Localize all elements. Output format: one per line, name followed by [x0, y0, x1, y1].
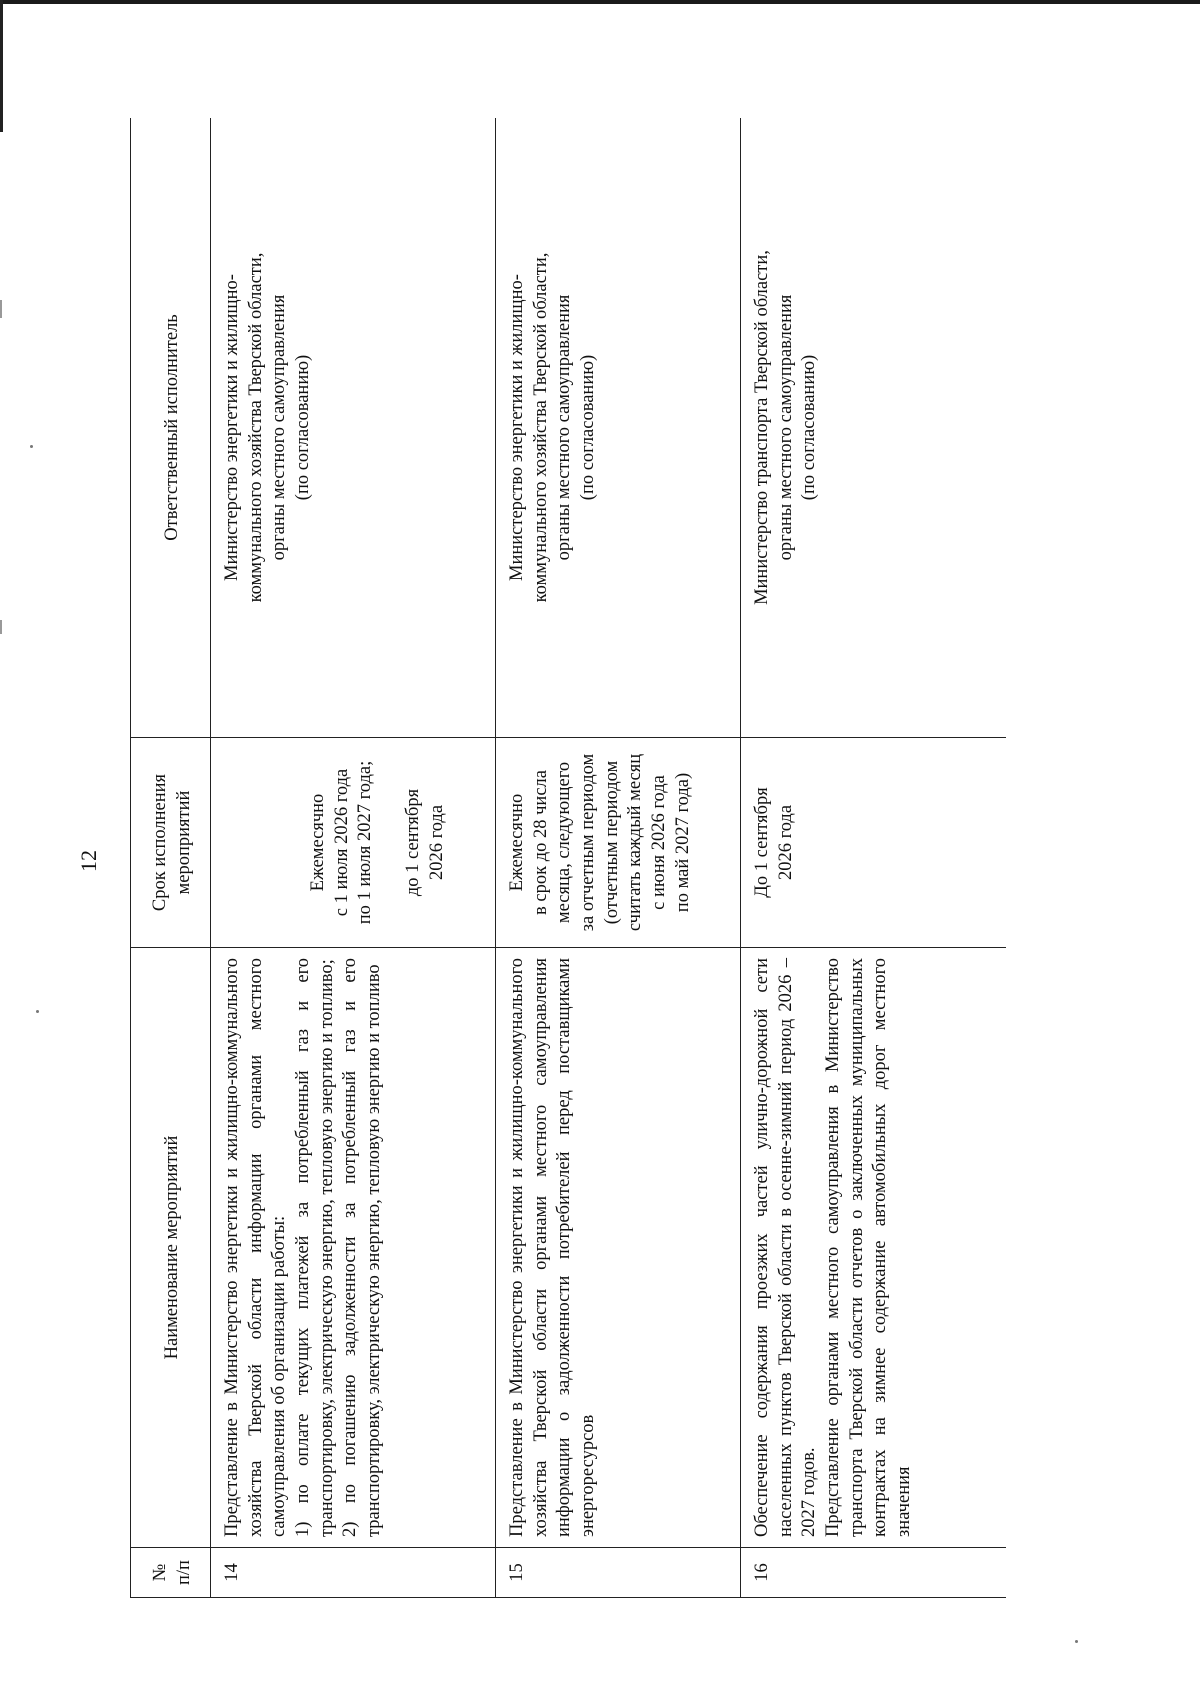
responsible-line: органы местного самоуправления	[269, 294, 290, 561]
term-line: (отчетным периодом	[601, 760, 622, 925]
table-row	[211, 118, 496, 1598]
term-line: за отчетным периодом	[578, 753, 599, 932]
row-name	[496, 948, 741, 1548]
row-term	[741, 738, 1007, 948]
row-name	[741, 948, 1007, 1548]
term-line: по 1 июля 2027 года;	[355, 760, 376, 925]
scan-edge-left	[0, 0, 3, 132]
scan-speck	[1075, 1640, 1078, 1643]
name-line: 2) по погашению задолженности за потребленный газ и его транспортировку, электрическую энергию, тепловую энергию и топливо	[340, 958, 385, 1537]
responsible-line: органы местного самоуправления	[554, 294, 575, 561]
scan-mark	[0, 300, 2, 318]
row-term	[496, 738, 741, 948]
responsible-line: (по согласованию)	[578, 354, 599, 501]
header-num: № п/п	[131, 1548, 211, 1598]
term-line: До 1 сентября	[752, 787, 772, 898]
name-line: Представление в Министерство энергетики и жилищно-коммунального хозяйства Тверской области органами местного самоуправления информации о задолженности потребителей перед поставщиками энергоресурсов	[507, 958, 599, 1537]
name-line: Представление органами местного самоуправления в Министерство транспорта Тверской области отчетов о заключенных муниципальных контрактах на зимнее содержание автомобильных дорог местного значения	[823, 958, 915, 1537]
header-term: Срок исполнения мероприятий	[131, 738, 211, 948]
term-line: в срок до 28 числа	[530, 770, 551, 915]
responsible-line: коммунального хозяйства Тверской области,	[530, 252, 551, 603]
term-line: месяца, следующего	[554, 761, 575, 924]
responsible-line: коммунального хозяйства Тверской области,	[245, 252, 266, 603]
name-line: Представление в Министерство энергетики и жилищно-коммунального хозяйства Тверской области информации органами местного самоуправления об организации работы:	[222, 958, 290, 1537]
page-number: 12	[76, 850, 101, 872]
responsible-line: Министерство энергетики и жилищно-	[507, 274, 527, 581]
scan-speck	[36, 1010, 39, 1013]
term-line: 2026 года	[775, 804, 796, 881]
responsible-line: (по согласованию)	[293, 354, 314, 501]
term-line: до 1 сентября	[403, 788, 424, 897]
name-line: 1) по оплате текущих платежей за потребленный газ и его транспортировку, электрическую энергию, тепловую энергию и топливо;	[293, 958, 337, 1537]
term-line: Ежемесячно	[308, 793, 328, 892]
table-row	[741, 118, 1007, 1598]
responsible-line: органы местного самоуправления	[775, 294, 796, 561]
table-frame	[130, 118, 1006, 1598]
row-num: 14	[211, 1548, 496, 1598]
rotated-page	[130, 118, 1006, 1598]
events-table	[130, 118, 1006, 1598]
responsible-line: Министерство энергетики и жилищно-	[222, 274, 242, 581]
table-header-row	[131, 118, 211, 1598]
row-responsible	[211, 118, 496, 738]
term-line: с июня 2026 года	[649, 775, 670, 910]
header-responsible: Ответственный исполнитель	[131, 118, 211, 738]
row-num: 16	[741, 1548, 1007, 1598]
term-line: Ежемесячно	[507, 793, 527, 892]
row-term	[211, 738, 496, 948]
header-name: Наименование мероприятий	[131, 948, 211, 1548]
term-line: 2026 года	[426, 804, 447, 881]
row-name	[211, 948, 496, 1548]
responsible-line: Министерство транспорта Тверской области,	[752, 250, 772, 605]
responsible-line: (по согласованию)	[799, 354, 820, 501]
row-responsible	[741, 118, 1007, 738]
term-line: по май 2027 года)	[672, 772, 693, 913]
row-num: 15	[496, 1548, 741, 1598]
scan-mark	[0, 620, 2, 634]
table-row	[496, 118, 741, 1598]
scan-speck	[30, 445, 33, 448]
term-line: считать каждый месяц	[625, 753, 646, 932]
scan-edge-top	[0, 0, 1200, 4]
name-line: Обеспечение содержания проезжих частей улично-дорожной сети населенных пунктов Тверской области в осенне-зимний период 2026 – 2027 годов.	[752, 958, 820, 1537]
row-responsible	[496, 118, 741, 738]
term-line: с 1 июля 2026 года	[331, 768, 352, 917]
